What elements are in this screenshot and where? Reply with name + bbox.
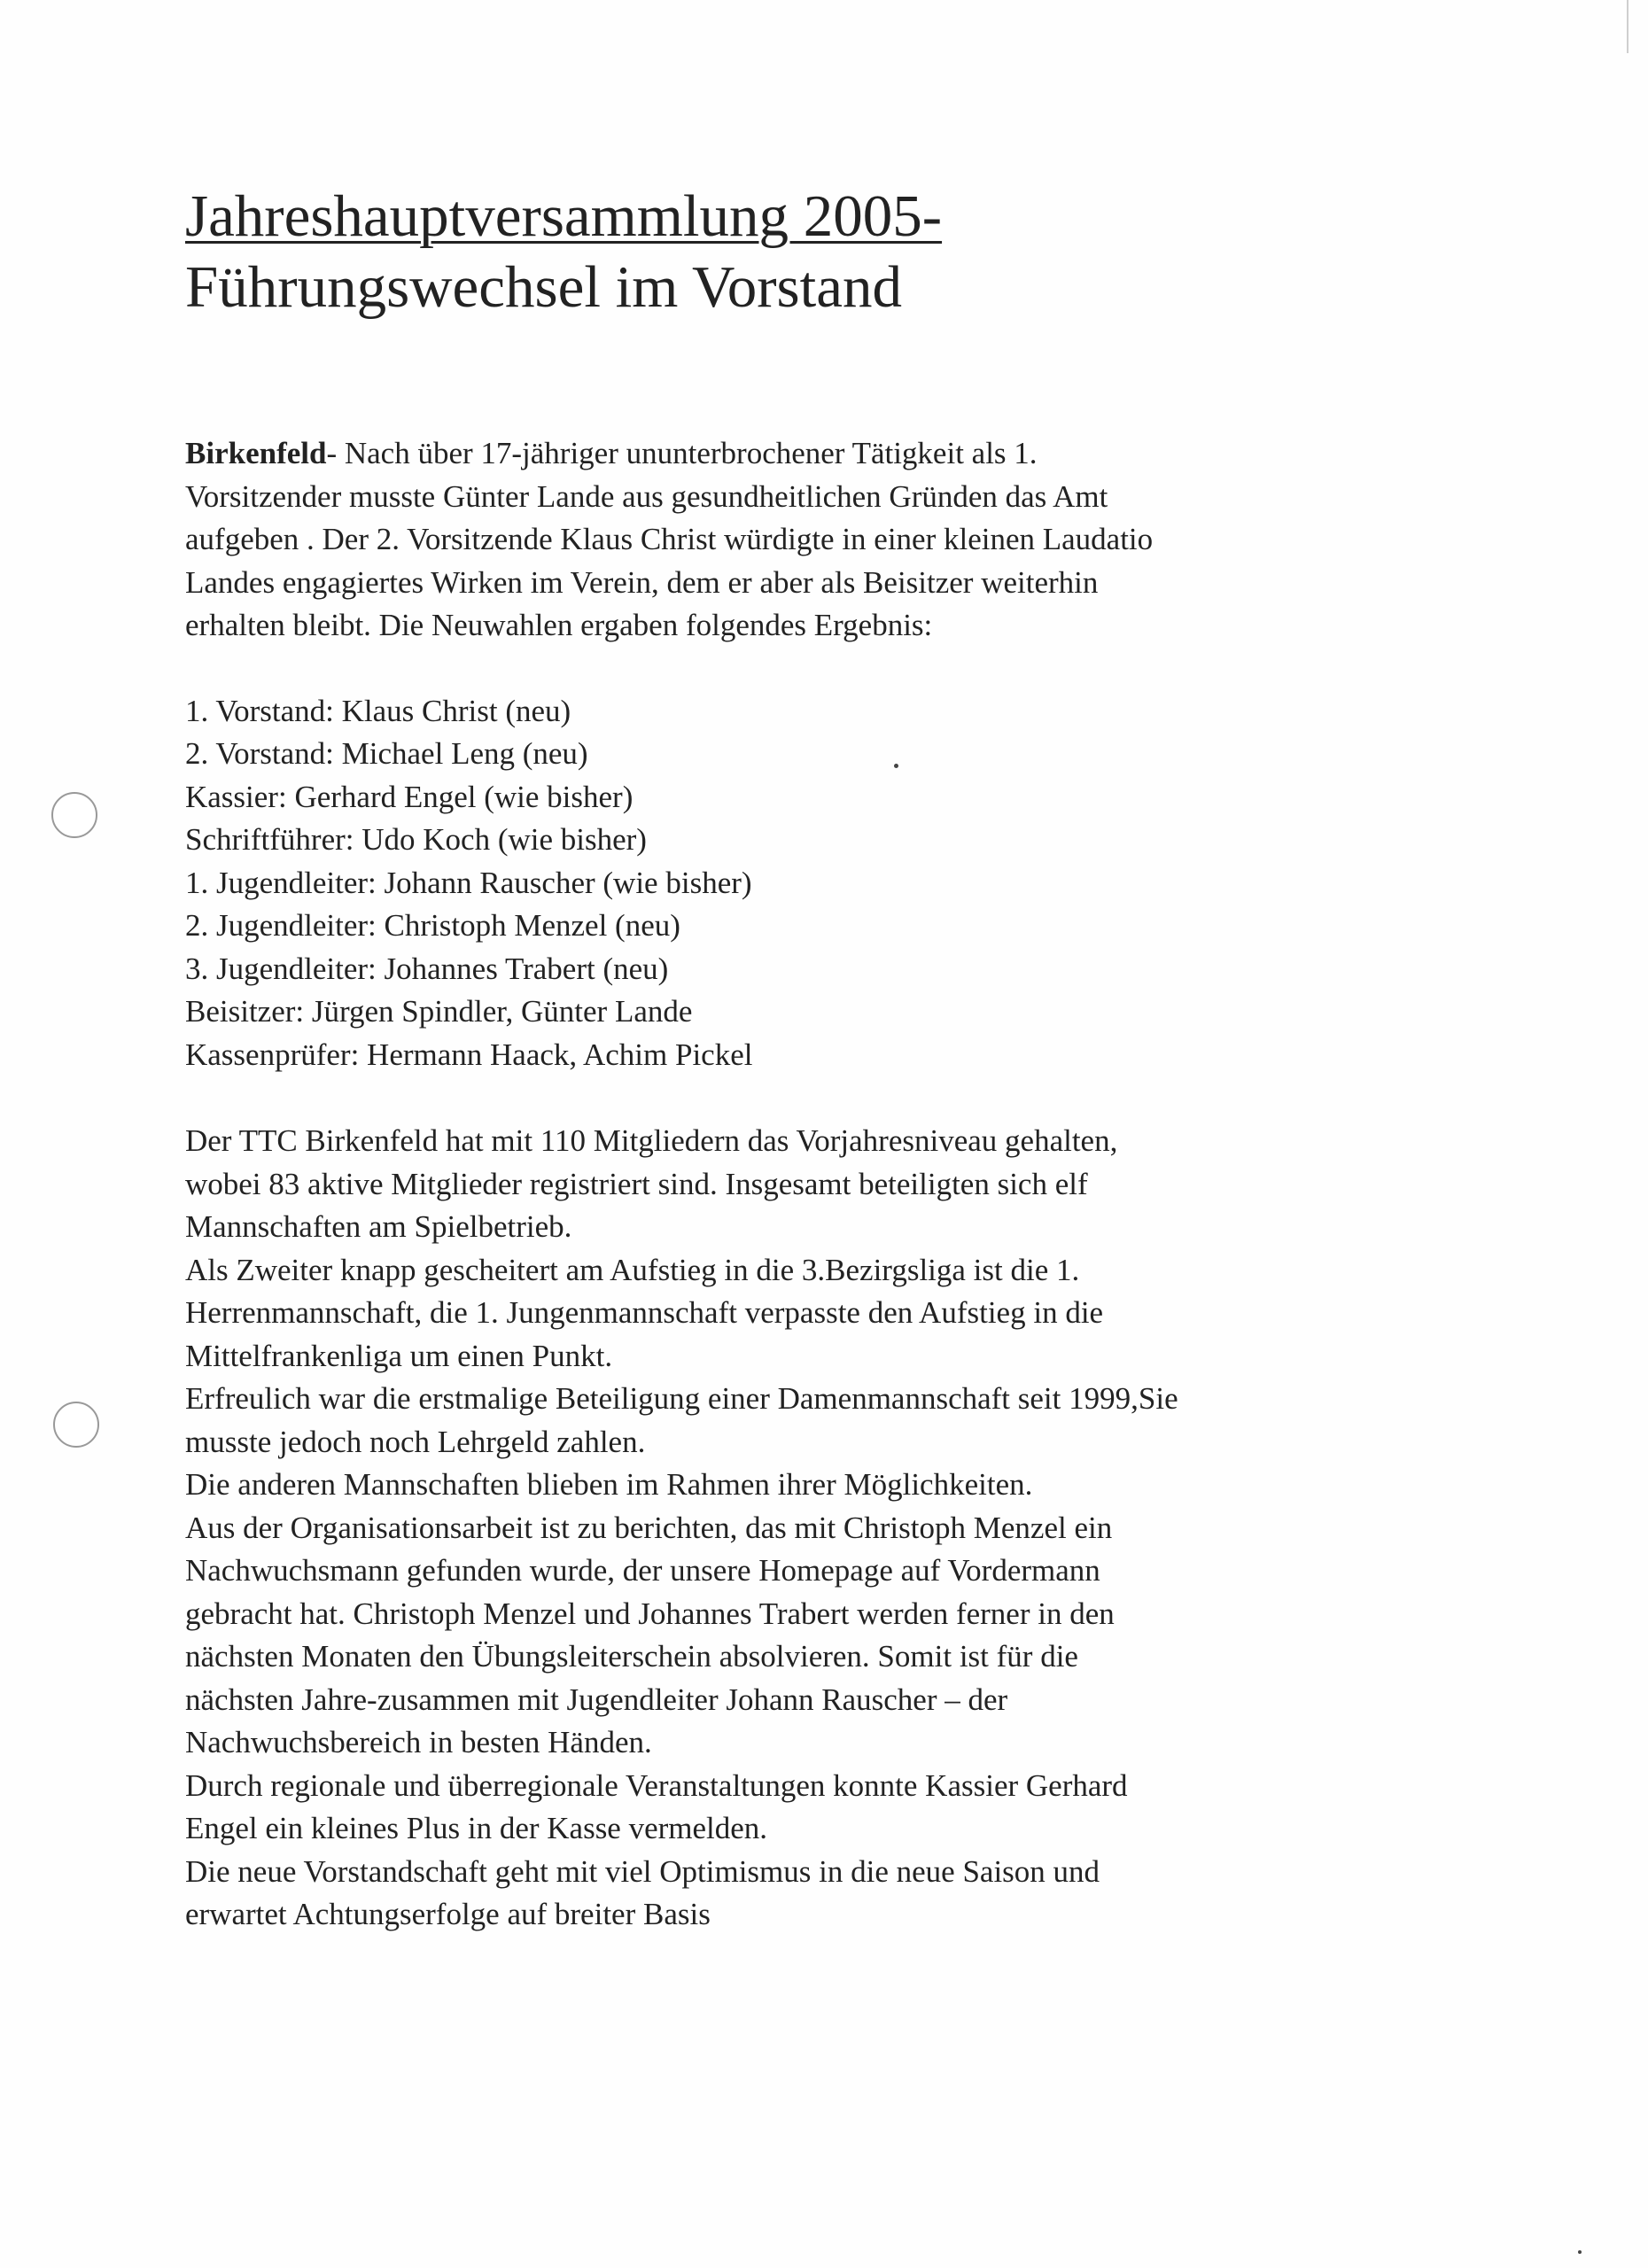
report-line: nächsten Monaten den Übungsleiterschein absolvieren. Somit ist für die — [185, 1639, 1078, 1674]
report-line: Mannschaften am Spielbetrieb. — [185, 1209, 572, 1244]
dateline-place: Birkenfeld — [185, 436, 327, 470]
intro-line: aufgeben . Der 2. Vorsitzende Klaus Christ würdigte in einer kleinen Laudatio — [185, 522, 1154, 556]
report-line: Mittelfrankenliga um einen Punkt. — [185, 1338, 613, 1373]
intro-line: erhalten bleibt. Die Neuwahlen ergaben folgendes Ergebnis: — [185, 608, 933, 642]
report-line: Herrenmannschaft, die 1. Jungenmannschaft verpasste den Aufstieg in die — [185, 1295, 1104, 1330]
report-line: Nachwuchsbereich in besten Händen. — [185, 1725, 652, 1759]
list-item: 3. Jugendleiter: Johannes Trabert (neu) — [185, 951, 669, 986]
intro-line: Landes engagiertes Wirken im Verein, dem er aber als Beisitzer weiterhin — [185, 564, 1099, 600]
scan-edge-line — [1627, 0, 1629, 53]
report-line: erwartet Achtungserfolge auf breiter Basis — [185, 1897, 711, 1931]
list-item: Beisitzer: Jürgen Spindler, Günter Lande — [185, 994, 693, 1029]
article-title-line-1: Jahreshauptversammlung 2005- — [185, 183, 943, 249]
report-line: Aus der Organisationsarbeit ist zu berichten, das mit Christoph Menzel ein — [185, 1510, 1113, 1545]
report-line: Erfreulich war die erstmalige Beteiligung einer Damenmannschaft seit 1999,Sie — [185, 1381, 1178, 1416]
list-item: 2. Vorstand: Michael Leng (neu) — [185, 736, 588, 771]
report-line: Engel ein kleines Plus in der Kasse vermelden. — [185, 1811, 768, 1845]
election-results-list — [185, 690, 1443, 1077]
report-line: musste jedoch noch Lehrgeld zahlen. — [185, 1424, 646, 1459]
punch-hole-lower — [53, 1402, 99, 1448]
report-line: wobei 83 aktive Mitglieder registriert sind. Insgesamt beteiligten sich elf — [185, 1166, 1088, 1201]
list-item: Kassier: Gerhard Engel (wie bisher) — [185, 779, 634, 814]
report-line: Nachwuchsmann gefunden wurde, der unsere Homepage auf Vordermann — [185, 1553, 1100, 1588]
report-line: gebracht hat. Christoph Menzel und Johannes Trabert werden ferner in den — [185, 1596, 1115, 1631]
list-item: 1. Jugendleiter: Johann Rauscher (wie bisher) — [185, 865, 752, 900]
report-line: Der TTC Birkenfeld hat mit 110 Mitgliedern das Vorjahresniveau gehalten, — [185, 1123, 1118, 1158]
article — [185, 181, 1443, 1937]
report-paragraph — [185, 1120, 1443, 1937]
article-title-line-2: Führungswechsel im Vorstand — [185, 254, 902, 320]
list-item: 2. Jugendleiter: Christoph Menzel (neu) — [185, 908, 680, 943]
list-item: Schriftführer: Udo Koch (wie bisher) — [185, 822, 647, 857]
intro-paragraph — [185, 432, 1443, 648]
report-line: Die neue Vorstandschaft geht mit viel Optimismus in die neue Saison und — [185, 1853, 1100, 1889]
report-line: Durch regionale und überregionale Veranstaltungen konnte Kassier Gerhard — [185, 1767, 1128, 1803]
punch-hole-upper — [51, 792, 97, 838]
scan-speck — [1578, 2250, 1582, 2254]
report-line: nächsten Jahre-zusammen mit Jugendleiter Johann Rauscher – der — [185, 1682, 1008, 1717]
list-item: Kassenprüfer: Hermann Haack, Achim Pickel — [185, 1037, 753, 1072]
intro-line: Birkenfeld- Nach über 17-jähriger ununterbrochener Tätigkeit als 1. — [185, 436, 1038, 470]
report-line: Als Zweiter knapp gescheitert am Aufstieg in die 3.Bezirgsliga ist die 1. — [185, 1252, 1080, 1287]
list-item: 1. Vorstand: Klaus Christ (neu) — [185, 693, 571, 728]
report-line: Die anderen Mannschaften blieben im Rahmen ihrer Möglichkeiten. — [185, 1467, 1033, 1502]
intro-line: Vorsitzender musste Günter Lande aus gesundheitlichen Gründen das Amt — [185, 478, 1108, 514]
